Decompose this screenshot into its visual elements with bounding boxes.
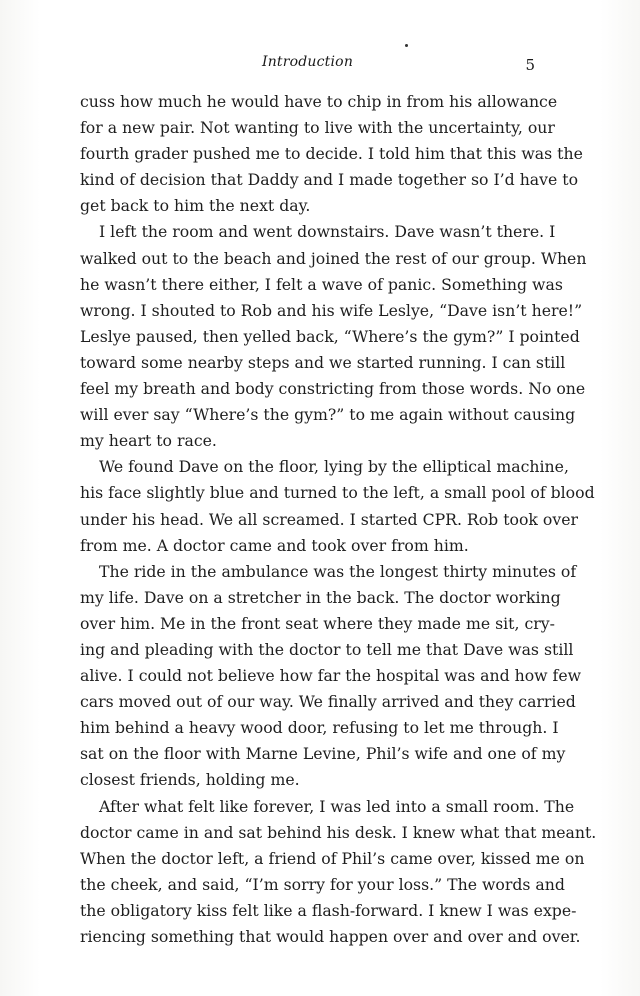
text-line: he wasn’t there either, I felt a wave of panic. Something was	[80, 274, 563, 294]
text-line: wrong. I shouted to Rob and his wife Leslye, “Dave isn’t here!”	[80, 300, 583, 320]
text-line: him behind a heavy wood door, refusing to let me through. I	[80, 718, 559, 738]
text-line: When the doctor left, a friend of Phil’s came over, kissed me on	[80, 848, 585, 868]
text-line: kind of decision that Daddy and I made together so I’d have to	[80, 170, 579, 190]
text-line: We found Dave on the floor, lying by the elliptical machine,	[99, 457, 569, 477]
text-line: sat on the floor with Marne Levine, Phil’s wife and one of my	[80, 744, 566, 764]
text-line: my heart to race.	[80, 431, 217, 451]
text-line: riencing something that would happen over and over and over.	[80, 927, 581, 946]
text-line: After what felt like forever, I was led into a small room. The	[99, 796, 575, 816]
text-line: toward some nearby steps and we started running. I can still	[80, 352, 566, 372]
text-line: closest friends, holding me.	[80, 770, 300, 790]
text-line: I left the room and went downstairs. Dave wasn’t there. I	[99, 222, 556, 242]
text-line: get back to him the next day.	[80, 196, 311, 216]
chapter-title: Introduction	[261, 54, 354, 70]
text-line: the obligatory kiss felt like a flash-forward. I knew I was expe-	[80, 900, 577, 920]
text-line: cars moved out of our way. We finally arrived and they carried	[80, 692, 576, 712]
running-head	[80, 54, 535, 74]
text-line: for a new pair. Not wanting to live with the uncertainty, our	[80, 118, 555, 138]
text-line: cuss how much he would have to chip in from his allowance	[80, 92, 558, 111]
text-line: The ride in the ambulance was the longest thirty minutes of	[99, 561, 577, 581]
text-line: walked out to the beach and joined the rest of our group. When	[80, 248, 587, 268]
text-line: over him. Me in the front seat where they made me sit, cry-	[80, 613, 555, 633]
text-line: doctor came in and sat behind his desk. I knew what that meant.	[80, 822, 597, 842]
print-speck	[405, 44, 408, 47]
text-line: Leslye paused, then yelled back, “Where’s the gym?” I pointed	[80, 326, 580, 346]
text-line: the cheek, and said, “I’m sorry for your loss.” The words and	[80, 874, 565, 894]
text-line: from me. A doctor came and took over from him.	[80, 535, 469, 555]
text-line: will ever say “Where’s the gym?” to me again without causing	[80, 405, 576, 425]
text-line: feel my breath and body constricting from those words. No one	[80, 379, 586, 399]
page-number: 5	[525, 56, 535, 74]
text-line: under his head. We all screamed. I started CPR. Rob took over	[80, 509, 578, 529]
text-line: my life. Dave on a stretcher in the back. The doctor working	[80, 587, 561, 607]
text-line: fourth grader pushed me to decide. I told him that this was the	[80, 144, 583, 164]
text-line: ing and pleading with the doctor to tell me that Dave was still	[80, 639, 574, 659]
text-line: his face slightly blue and turned to the left, a small pool of blood	[80, 483, 595, 503]
body-text	[80, 89, 597, 950]
text-line: alive. I could not believe how far the hospital was and how few	[80, 666, 582, 686]
